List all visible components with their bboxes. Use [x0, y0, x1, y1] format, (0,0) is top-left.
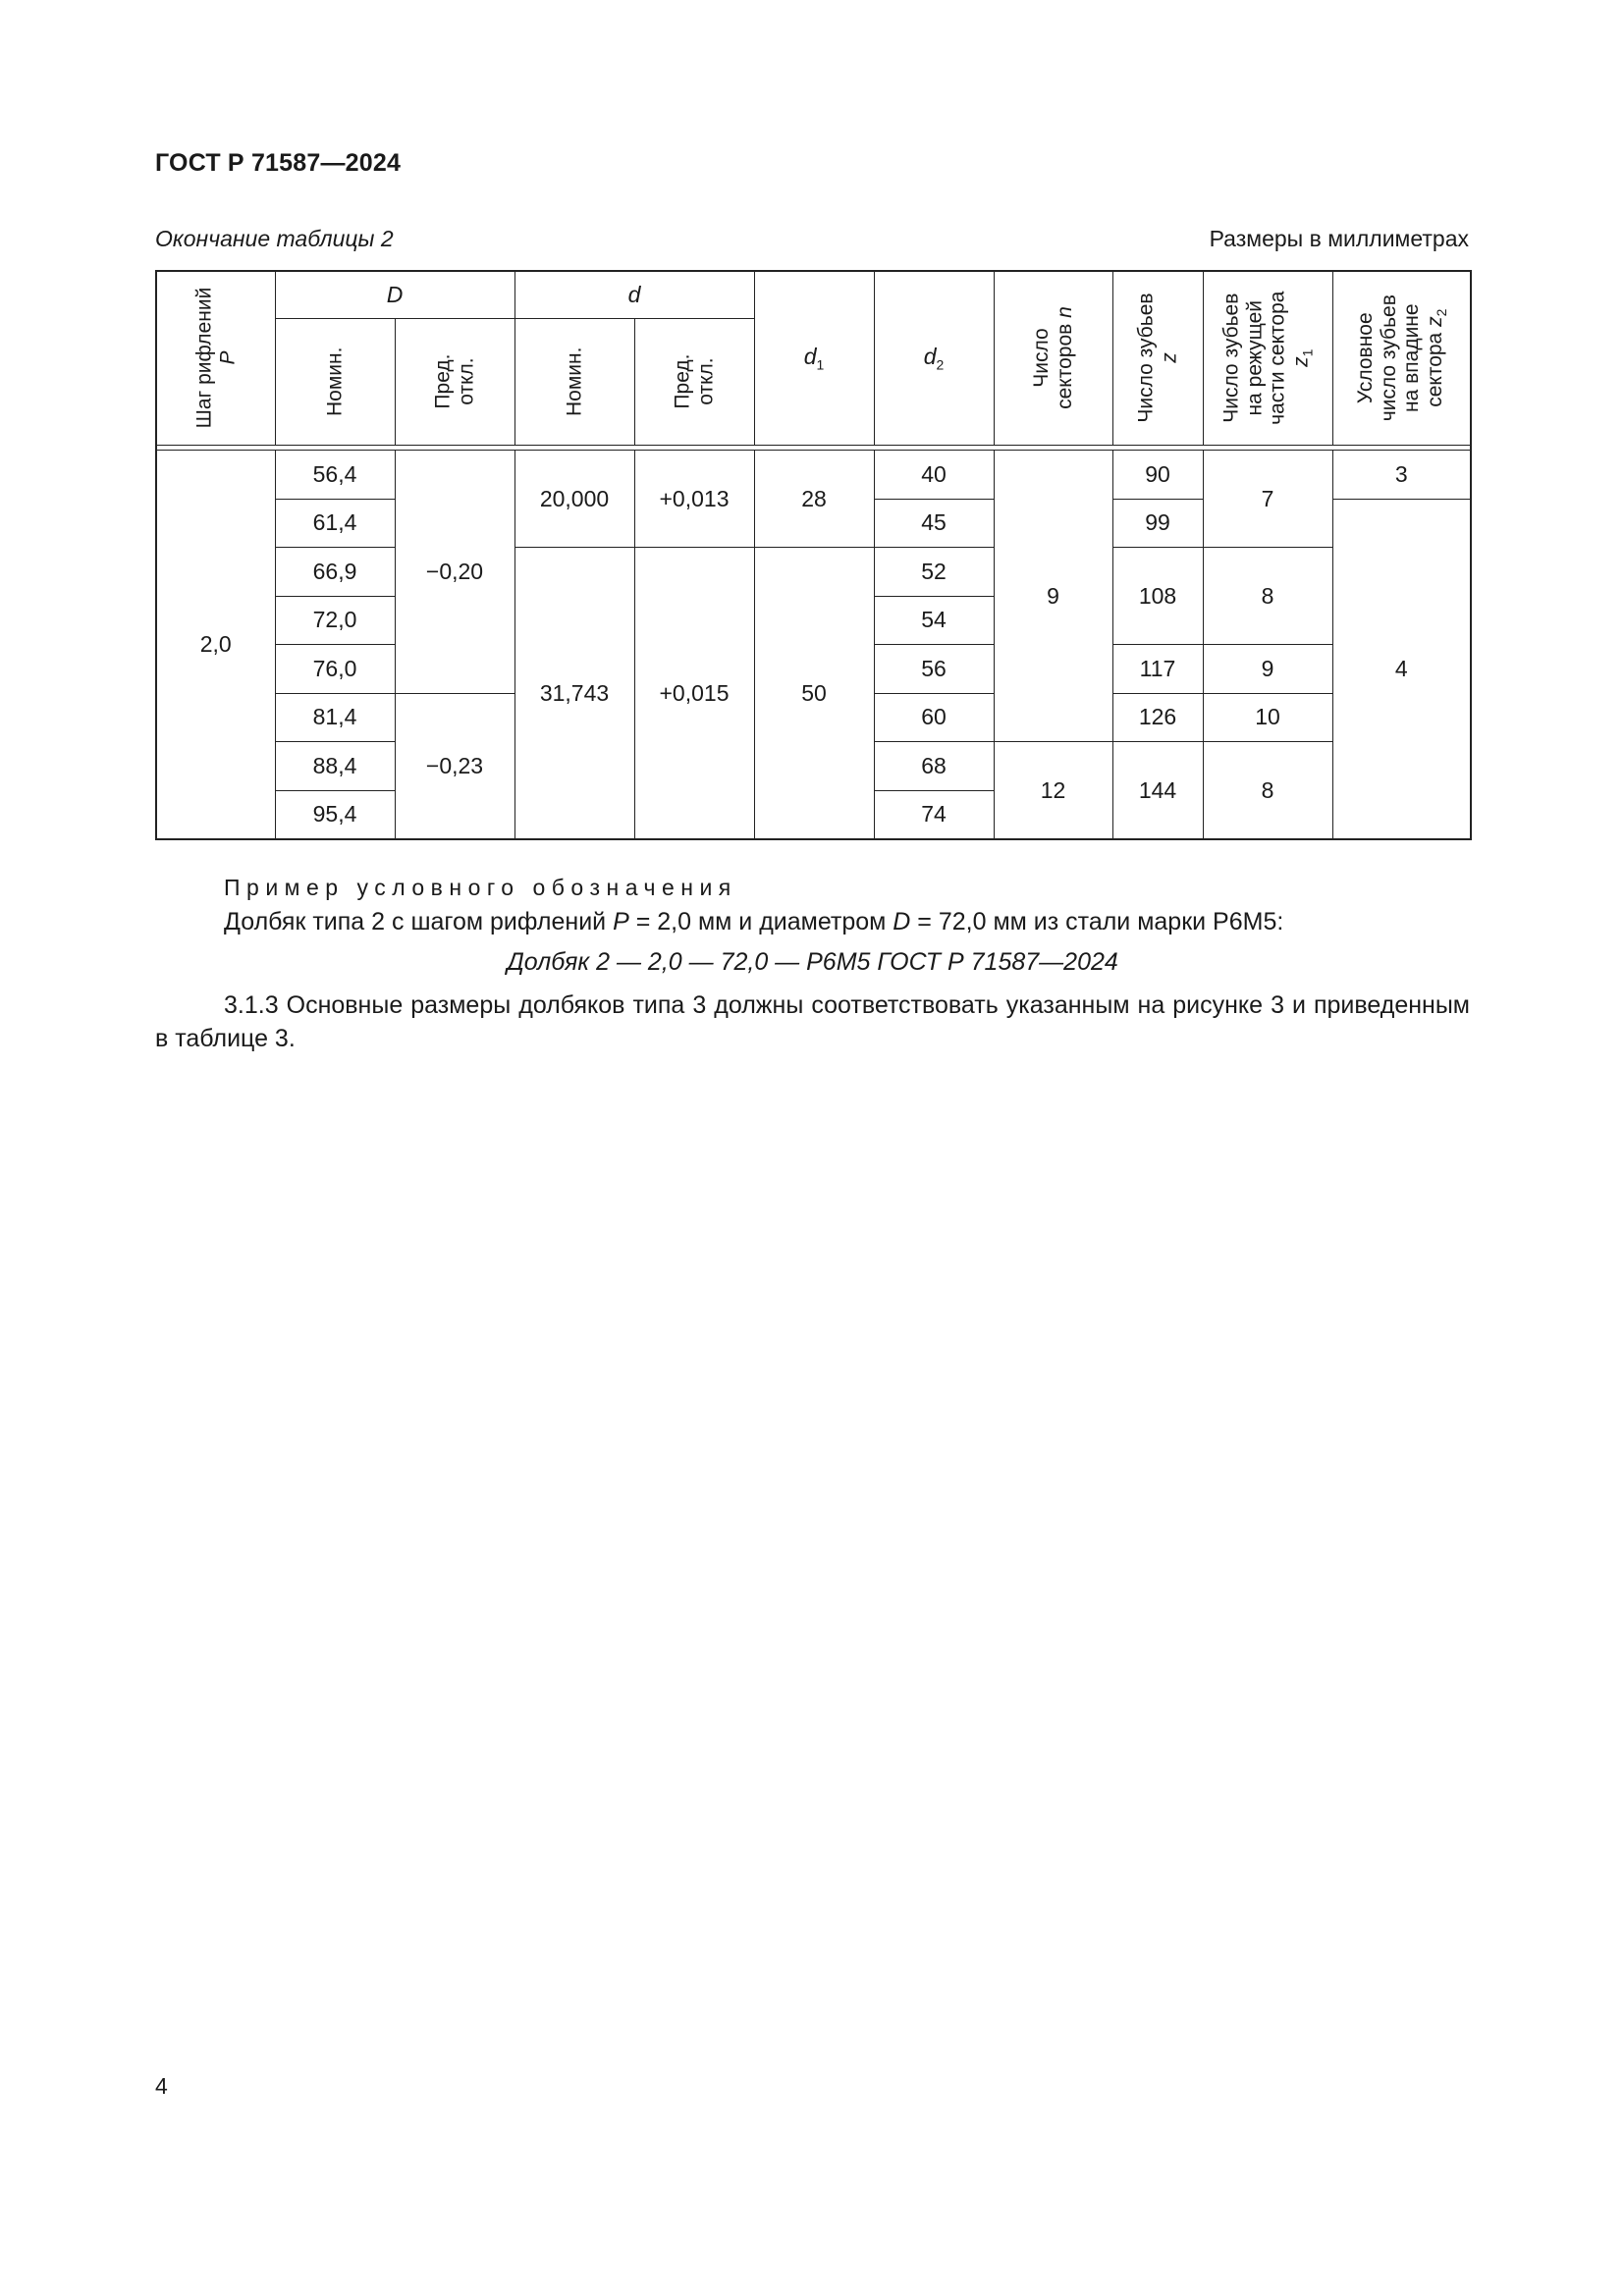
- cell-D-nom: 81,4: [275, 693, 395, 742]
- header-d: d: [514, 271, 754, 319]
- cell-D-tol: −0,23: [395, 693, 514, 839]
- cell-z: 108: [1112, 548, 1203, 645]
- cell-z1: 8: [1203, 742, 1332, 840]
- cell-d-tol: +0,015: [634, 548, 754, 840]
- cell-D-nom: 56,4: [275, 451, 395, 500]
- example-text: Долбяк типа 2 с шагом рифлений P = 2,0 мм и диаметром D = 72,0 мм из стали марки Р6М5:: [224, 908, 1284, 935]
- example-formula: Долбяк 2 — 2,0 — 72,0 — Р6М5 ГОСТ Р 71587—2024: [507, 948, 1118, 976]
- cell-D-nom: 72,0: [275, 596, 395, 645]
- example-label: Пример условного обозначения: [224, 875, 737, 900]
- header-D: D: [275, 271, 514, 319]
- cell-z2: 4: [1332, 499, 1471, 839]
- cell-D-nom: 88,4: [275, 742, 395, 791]
- cell-d-nom: 31,743: [514, 548, 634, 840]
- cell-z1: 7: [1203, 451, 1332, 548]
- cell-z1: 9: [1203, 645, 1332, 694]
- cell-z: 144: [1112, 742, 1203, 840]
- table-row: [156, 548, 1471, 597]
- cell-D-nom: 76,0: [275, 645, 395, 694]
- table-caption: Окончание таблицы 2: [155, 226, 394, 251]
- cell-step: 2,0: [156, 451, 275, 840]
- cell-z: 90: [1112, 451, 1203, 500]
- cell-n: 9: [994, 451, 1112, 742]
- table-row: [156, 451, 1471, 500]
- cell-d-nom: 20,000: [514, 451, 634, 548]
- document-title: ГОСТ Р 71587—2024: [155, 149, 402, 177]
- header-d2: $d_2$: [874, 271, 994, 446]
- dimensions-table: [155, 270, 1472, 840]
- page-number: 4: [155, 2073, 168, 2099]
- header-d-nomin: Номин.: [514, 319, 634, 446]
- cell-d2: 56: [874, 645, 994, 694]
- cell-D-nom: 95,4: [275, 790, 395, 839]
- body-paragraph: 3.1.3 Основные размеры долбяков типа 3 должны соответствовать указанным на рисунке 3 и приведенным в таблице 3.: [155, 991, 1470, 1052]
- header-d-tol: Пред. откл.: [634, 319, 754, 446]
- cell-d-tol: +0,013: [634, 451, 754, 548]
- cell-d2: 54: [874, 596, 994, 645]
- cell-d1: 50: [754, 548, 874, 840]
- cell-d2: 68: [874, 742, 994, 791]
- cell-D-nom: 61,4: [275, 499, 395, 548]
- header-z1: Число зубьев на режущей части сектора $z_1$: [1203, 271, 1332, 446]
- cell-D-tol: −0,20: [395, 451, 514, 694]
- header-z: Число зубьев z: [1112, 271, 1203, 446]
- cell-z: 99: [1112, 499, 1203, 548]
- cell-z: 126: [1112, 693, 1203, 742]
- cell-z1: 10: [1203, 693, 1332, 742]
- units-caption: Размеры в миллиметрах: [1209, 226, 1469, 251]
- cell-z1: 8: [1203, 548, 1332, 645]
- header-d1: $d_1$: [754, 271, 874, 446]
- header-n: Число секторов n: [994, 271, 1112, 446]
- cell-d2: 40: [874, 451, 994, 500]
- cell-z: 117: [1112, 645, 1203, 694]
- cell-z2: 3: [1332, 451, 1471, 500]
- header-D-nomin: Номин.: [275, 319, 395, 446]
- header-D-tol: Пред. откл.: [395, 319, 514, 446]
- cell-n: 12: [994, 742, 1112, 840]
- cell-d2: 60: [874, 693, 994, 742]
- cell-d1: 28: [754, 451, 874, 548]
- cell-d2: 52: [874, 548, 994, 597]
- cell-D-nom: 66,9: [275, 548, 395, 597]
- header-step: Шаг рифлений P: [156, 271, 275, 446]
- header-z2: Условное число зубьев на впадине сектора $z_2$: [1332, 271, 1471, 446]
- cell-d2: 45: [874, 499, 994, 548]
- cell-d2: 74: [874, 790, 994, 839]
